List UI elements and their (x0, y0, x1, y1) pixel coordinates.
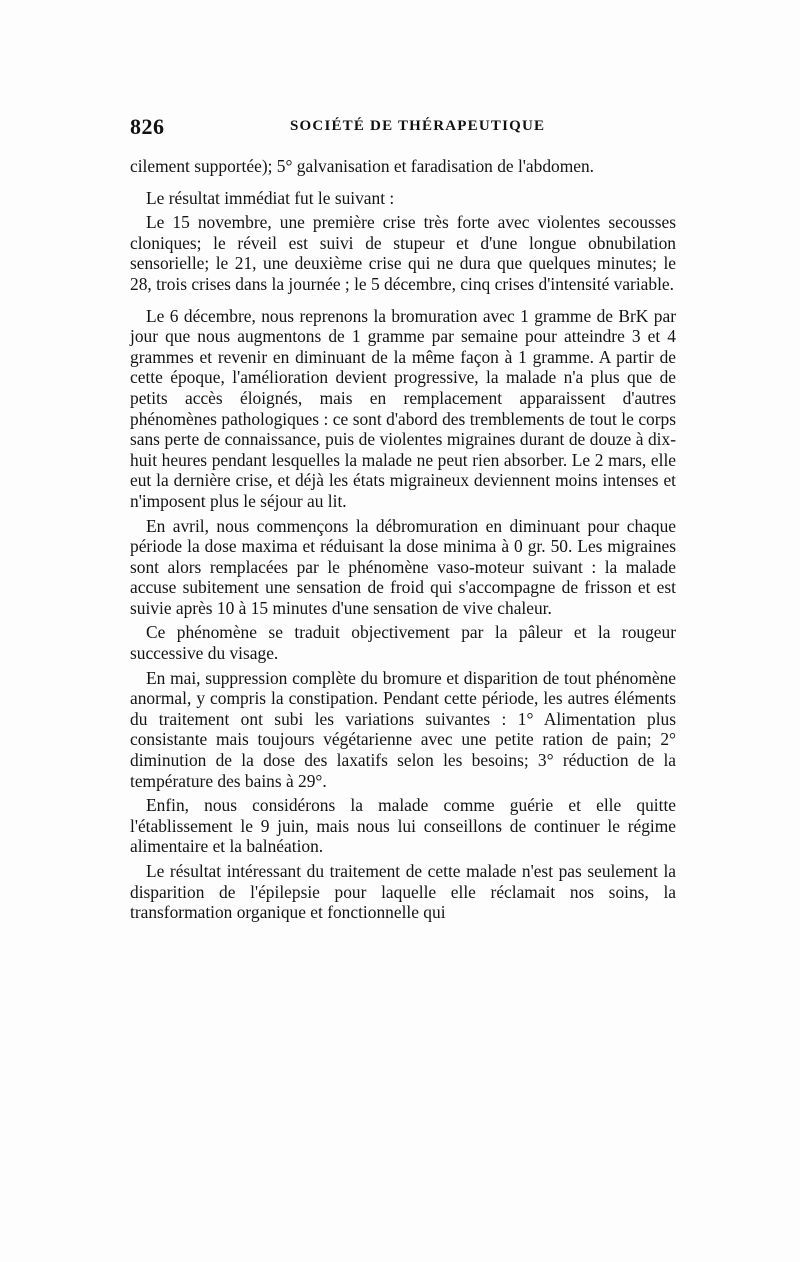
paragraph: cilement supportée); 5° galvanisation et faradisation de l'abdomen. (130, 156, 595, 176)
paragraph: Le résultat intéressant du traitement de cette malade n'est pas seulement la disparition de l'épilepsie pour laquelle elle réclamait nos soins, la transformation organique et fonctionnelle qui (130, 861, 676, 923)
paragraph: Le 15 novembre, une première crise très forte avec violentes secousses cloniques; le réveil est suivi de stupeur et d'une longue obnubilation sensorielle; le 21, une deuxième crise qui ne dura que quelques minutes; le 28, trois crises dans la journée ; le 5 décembre, cinq crises d'intensité variable. (130, 212, 676, 294)
paragraph: Le 6 décembre, nous reprenons la bromuration avec 1 gramme de BrK par jour que nous augmentons de 1 gramme par semaine pour atteindre 3 et 4 grammes et revenir en diminuant de la même façon à 1 gramme. A partir de cette époque, l'amélioration devient progressive, la malade n'a plus que de petits accès éloignés, mais en remplacement apparaissent d'autres phénomènes pathologiques : ce sont d'abord des tremblements de tout le corps sans perte de connaissance, puis de violentes migraines durant de douze à dix-huit heures pendant lesquelles la malade ne peut rien absorber. Le 2 mars, elle eut la dernière crise, et déjà les états migraineux deviennent moins intenses et n'imposent plus le séjour au lit. (130, 305, 676, 511)
paragraph: En avril, nous commençons la débromuration en diminuant pour chaque période la dose maxima et réduisant la dose minima à 0 gr. 50. Les migraines sont alors remplacées par le phénomène vaso-moteur suivant : la malade accuse subitement une sensation de froid qui s'accompagne de frisson et est suivie après 10 à 15 minutes d'une sensation de vive chaleur. (130, 515, 676, 618)
running-title: SOCIÉTÉ DE THÉRAPEUTIQUE (290, 118, 546, 134)
page-number: 826 (130, 114, 165, 139)
paragraph: Ce phénomène se traduit objectivement par la pâleur et la rougeur successive du visage. (130, 622, 676, 664)
page-header (130, 114, 676, 144)
body-text (130, 156, 676, 923)
paragraph: En mai, suppression complète du bromure et disparition de tout phénomène anormal, y compris la constipation. Pendant cette période, les autres éléments du traitement ont subi les variations suivantes : 1° Alimentation plus consistante mais toujours végétarienne avec une petite ration de pain; 2° diminution de la dose des laxatifs selon les besoins; 3° réduction de la température des bains à 29°. (130, 667, 676, 791)
paragraph: Le résultat immédiat fut le suivant : (146, 187, 395, 208)
paragraph: Enfin, nous considérons la malade comme guérie et elle quitte l'établissement le 9 juin, mais nous lui conseillons de continuer le régime alimentaire et la balnéation. (130, 795, 676, 857)
